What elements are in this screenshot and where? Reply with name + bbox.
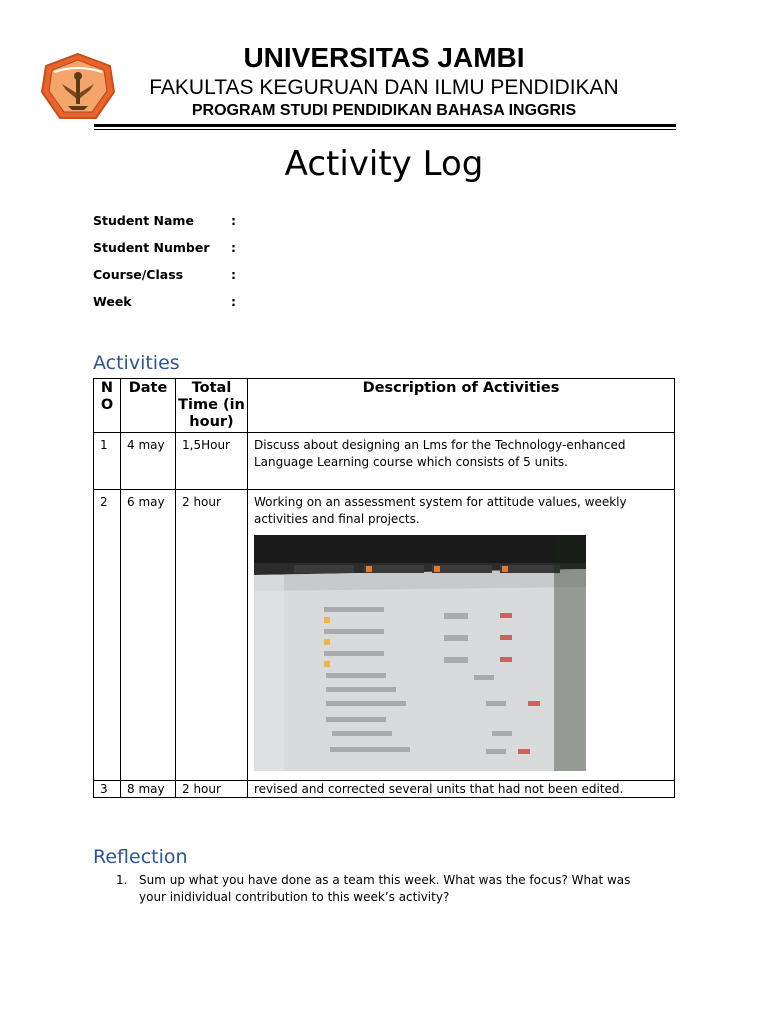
row-date: 4 may: [121, 433, 176, 490]
row-no: 1: [94, 433, 121, 490]
table-row: [94, 433, 675, 490]
column-header-time: Total Time (in hour): [176, 379, 248, 433]
column-header-description: Description of Activities: [248, 379, 675, 433]
reflection-question-text: Sum up what you have done as a team this week. What was the focus? What was your inidividual contribution to this week’s activity?: [139, 873, 631, 904]
program-name: PROGRAM STUDI PENDIDIKAN BAHASA INGGRIS: [191, 102, 577, 119]
course-class-label: Course/Class: [93, 267, 184, 282]
row-description: revised and corrected several units that had not been edited.: [248, 780, 675, 798]
row-time: 1,5Hour: [176, 433, 248, 490]
activity-table: [93, 378, 675, 798]
activities-heading: Activities: [93, 352, 180, 374]
reflection-heading: Reflection: [93, 846, 188, 868]
university-name: UNIVERSITAS JAMBI: [243, 42, 525, 73]
row-time: 2 hour: [176, 490, 248, 781]
row-description: Working on an assessment system for attitude values, weekly activities and final projects.: [254, 495, 627, 526]
week-colon: :: [231, 294, 236, 309]
column-header-date: Date: [121, 379, 176, 433]
row-time: 2 hour: [176, 780, 248, 798]
header-rule-thin: [94, 129, 676, 130]
student-name-colon: :: [231, 213, 236, 228]
page-title: Activity Log: [284, 144, 484, 184]
row-no: 2: [94, 490, 121, 781]
row-date: 6 may: [121, 490, 176, 781]
row-description-cell: [248, 490, 675, 781]
student-name-label: Student Name: [93, 213, 194, 228]
table-row: [94, 780, 675, 798]
week-label: Week: [93, 294, 132, 309]
table-header-row: [94, 379, 675, 433]
row-date: 8 may: [121, 780, 176, 798]
faculty-name: FAKULTAS KEGURUAN DAN ILMU PENDIDIKAN: [149, 76, 619, 99]
table-row: [94, 490, 675, 781]
row-description: Discuss about designing an Lms for the Technology-enhanced Language Learning course which consists of 5 units.: [248, 433, 675, 490]
student-number-label: Student Number: [93, 240, 210, 255]
course-class-colon: :: [231, 267, 236, 282]
row-no: 3: [94, 780, 121, 798]
header-rule-thick: [94, 124, 676, 127]
lms-screenshot-photo: [254, 535, 586, 771]
student-number-colon: :: [231, 240, 236, 255]
column-header-no: N O: [94, 379, 121, 433]
reflection-question-number: 1.: [116, 873, 128, 887]
